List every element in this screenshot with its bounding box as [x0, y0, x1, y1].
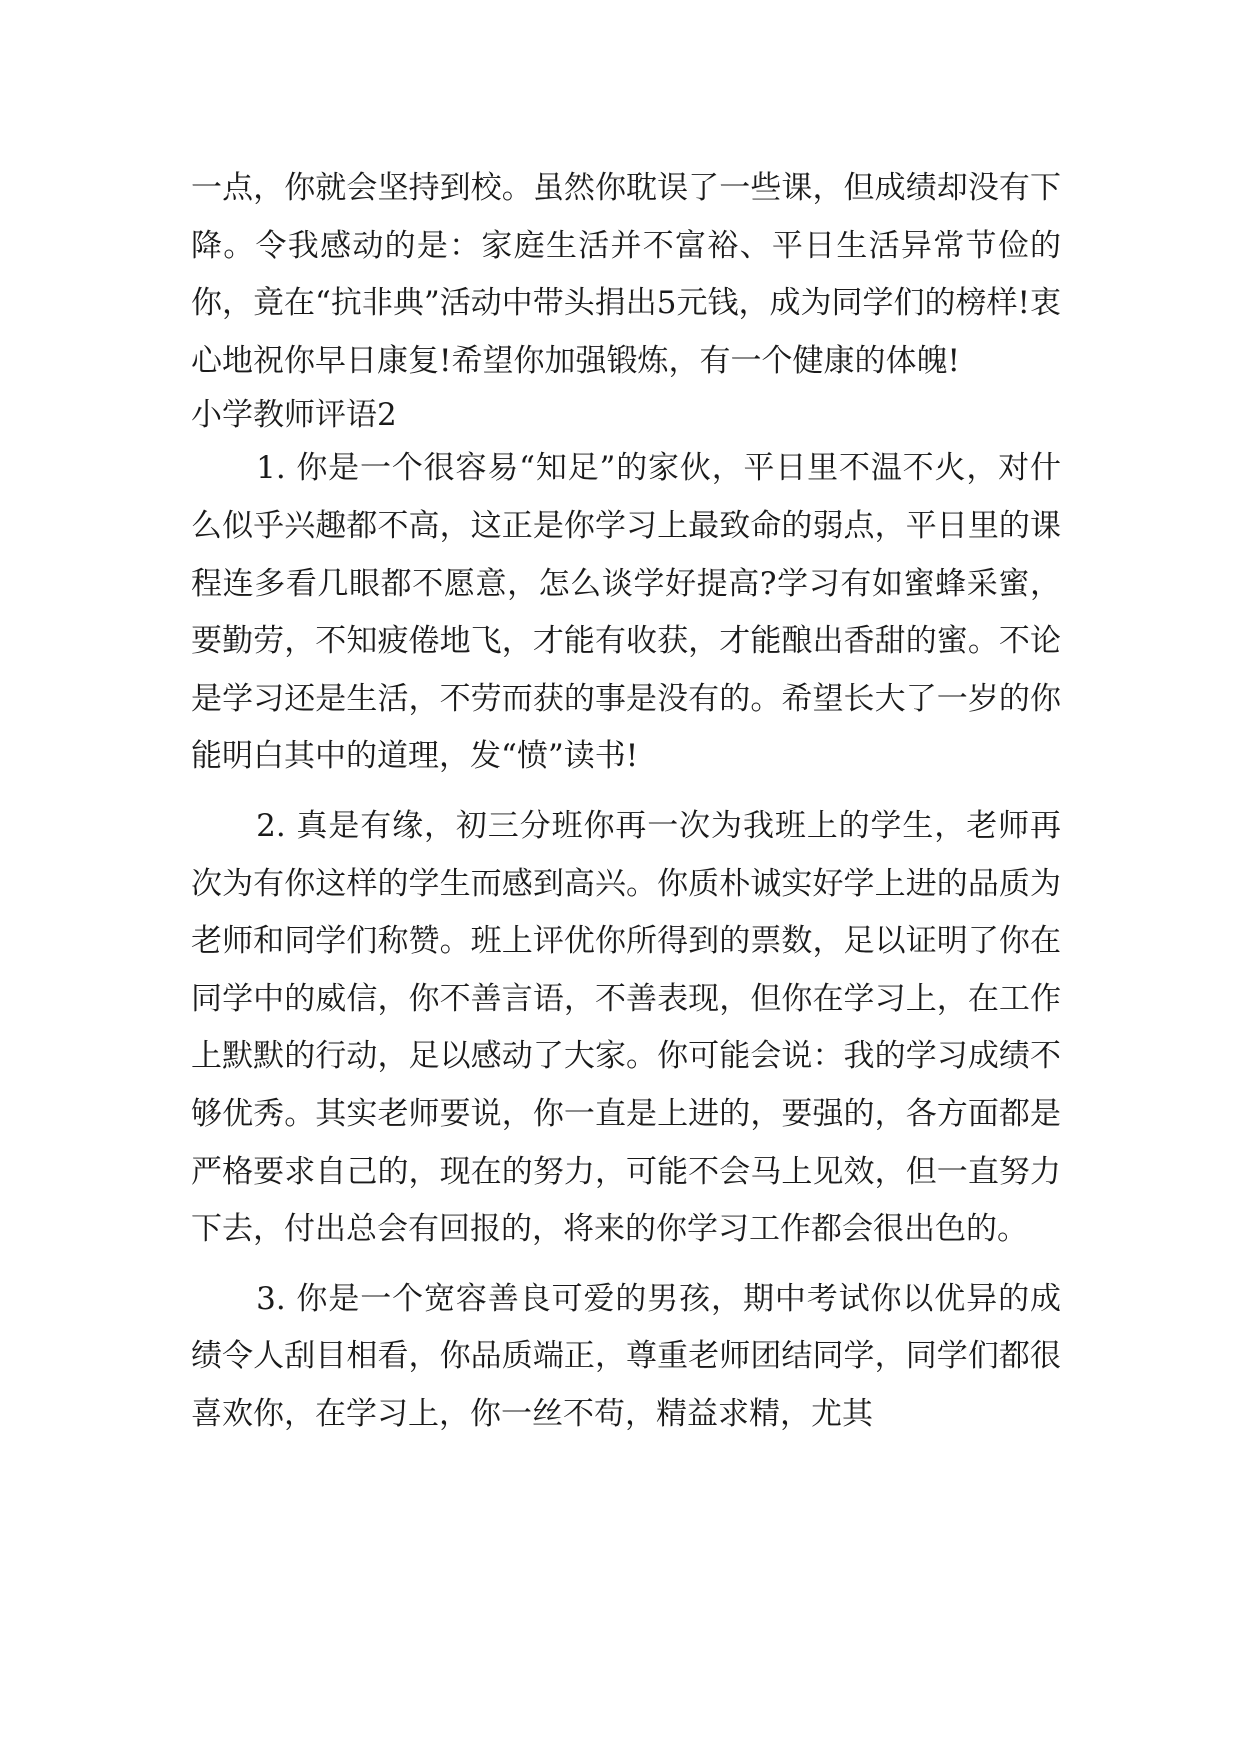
- document-body: [191, 160, 1061, 1443]
- comment-item-1: 1. 你是一个很容易“知足”的家伙，平日里不温不火，对什么似乎兴趣都不高，这正是你学习上最致命的弱点，平日里的课程连多看几眼都不愿意，怎么谈学好提高?学习有如蜜蜂采蜜，要勤劳，不知疲倦地飞，才能有收获，才能酿出香甜的蜜。不论是学习还是生活，不劳而获的事是没有的。希望长大了一岁的你能明白其中的道理，发“愤”读书!: [191, 450, 1061, 775]
- continued-paragraph: 一点，你就会坚持到校。虽然你耽误了一些课，但成绩却没有下降。令我感动的是：家庭生活并不富裕、平日生活异常节俭的你，竟在“抗非典”活动中带头捐出5元钱，成为同学们的榜样!衷心地祝你早日康复!希望你加强锻炼，有一个健康的体魄!: [191, 170, 1061, 379]
- section-heading: 小学教师评语2: [191, 397, 397, 434]
- comment-item-3: 3. 你是一个宽容善良可爱的男孩，期中考试你以优异的成绩令人刮目相看，你品质端正，尊重老师团结同学，同学们都很喜欢你，在学习上，你一丝不苟，精益求精，尤其: [191, 1280, 1061, 1432]
- comment-item-2: 2. 真是有缘，初三分班你再一次为我班上的学生，老师再次为有你这样的学生而感到高兴。你质朴诚实好学上进的品质为老师和同学们称赞。班上评优你所得到的票数，足以证明了你在同学中的威信，你不善言语，不善表现，但你在学习上，在工作上默默的行动，足以感动了大家。你可能会说：我的学习成绩不够优秀。其实老师要说，你一直是上进的，要强的，各方面都是严格要求自己的，现在的努力，可能不会马上见效，但一直努力下去，付出总会有回报的，将来的你学习工作都会很出色的。: [191, 807, 1061, 1248]
